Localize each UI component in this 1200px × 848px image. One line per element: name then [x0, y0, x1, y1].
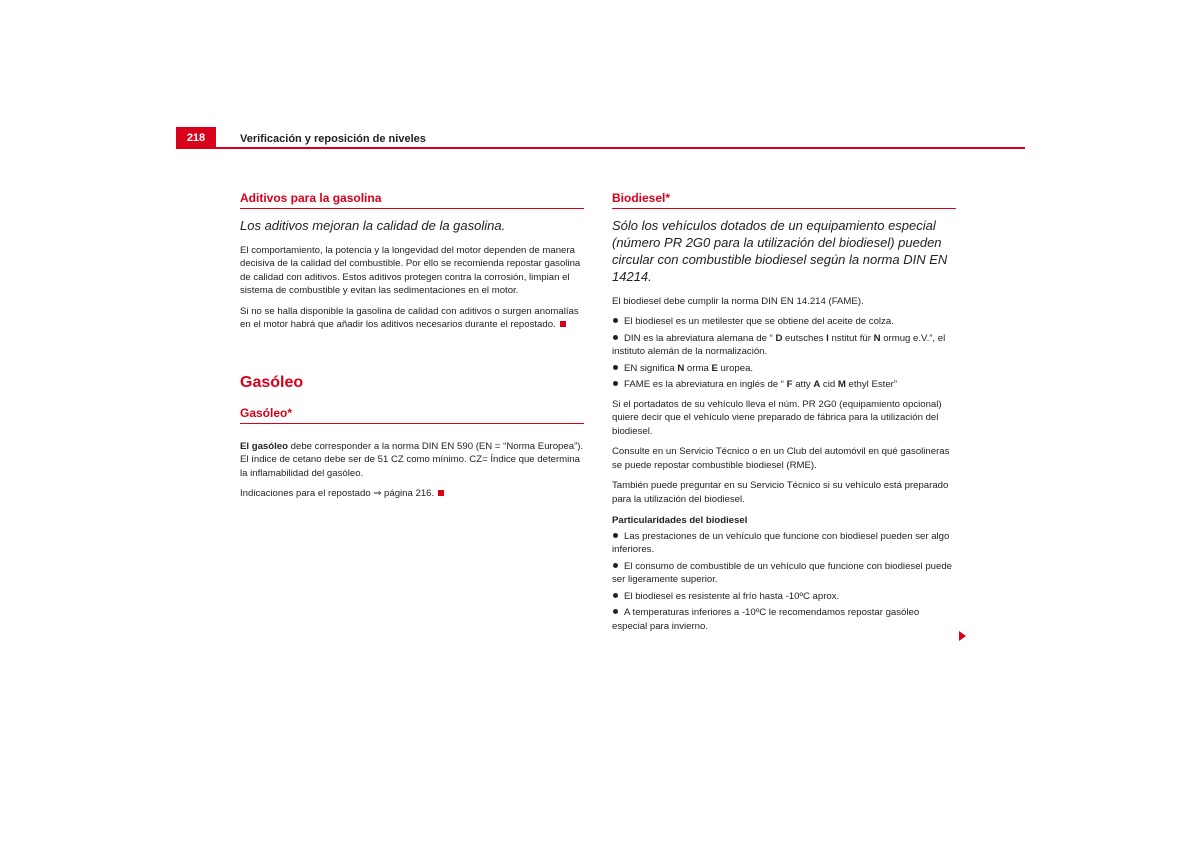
list-item-text: El consumo de combustible de un vehículo que funcione con biodiesel puede ser ligeramente superior. — [612, 560, 953, 585]
bold-letter: D — [775, 332, 783, 344]
bold-letter: M — [837, 379, 846, 390]
list-item — [612, 315, 956, 329]
bullet-icon — [613, 318, 618, 323]
bold-letter: F — [786, 379, 793, 390]
bullet-icon — [613, 593, 618, 598]
header-rule — [176, 147, 1025, 149]
list-item-text: El biodiesel es un metilester que se obtiene del aceite de colza. — [624, 316, 894, 327]
paragraph: El comportamiento, la potencia y la longevidad del motor dependen de manera decisiva de la calidad del combustible. Por ello se recomienda repostar gasolina de calidad con aditivos. Estos aditivos protegen contra la corrosión, limpian el sistema de combustible y evitan las sedimentaciones en el motor. — [240, 244, 581, 296]
list-item — [612, 590, 956, 604]
paragraph: También puede preguntar en su Servicio Técnico si su vehículo está preparado para la utilización del biodiesel. — [612, 480, 949, 505]
left-column — [240, 192, 584, 508]
section-heading-aditivos: Aditivos para la gasolina — [240, 192, 584, 209]
list-item — [612, 332, 956, 359]
list-item-text: A temperaturas inferiores a -10ºC le recomendamos repostar gasóleo especial para invierno. — [612, 607, 920, 632]
list-item-text: orma — [684, 362, 712, 374]
bullet-icon — [613, 365, 618, 370]
list-item-text: ethyl Ester” — [845, 379, 898, 390]
bullet-icon — [613, 609, 618, 614]
paragraph: Consulte en un Servicio Técnico o en un Club del automóvil en qué gasolineras se puede repostar combustible biodiesel (RME). — [612, 446, 950, 471]
paragraph-text: Si no se halla disponible la gasolina de calidad con aditivos o surgen anomalías en el motor habrá que añadir los aditivos necesarios durante el repostado. — [240, 305, 579, 330]
list-item-text: FAME es la abreviatura en inglés de “ — [624, 379, 787, 390]
bullet-list — [612, 530, 956, 634]
paragraph — [240, 487, 584, 501]
bullet-icon — [613, 533, 618, 538]
bullet-list — [612, 315, 956, 392]
list-item-text: Las prestaciones de un vehículo que funcione con biodiesel pueden ser algo inferiores. — [612, 530, 950, 555]
list-item — [612, 606, 956, 633]
bold-letter: I — [826, 332, 829, 344]
bullet-icon — [613, 563, 618, 568]
next-page-arrow-icon — [959, 631, 966, 641]
list-item-text: ormug e.V.”, el instituto alemán de la normalización. — [612, 332, 946, 357]
list-item — [612, 362, 956, 376]
paragraph-text: debe corresponder a la norma DIN EN 590 (EN = “Norma Europea”). El índice de cetano debe ser de 51 CZ como mínimo. CZ= Índice que determina la inflamabilidad del gasóleo. — [240, 440, 584, 479]
bold-letter: N — [677, 362, 685, 374]
list-item-text: nstitut für — [828, 332, 874, 344]
list-item-text: EN significa — [624, 362, 678, 374]
right-column — [612, 192, 956, 639]
paragraph — [240, 440, 584, 481]
end-mark-icon — [560, 321, 566, 327]
list-item-text: uropea. — [717, 362, 754, 374]
list-item-text: eutsches — [782, 332, 827, 344]
chapter-title: Verificación y reposición de niveles — [240, 133, 426, 145]
bullet-icon — [613, 381, 618, 386]
list-item — [612, 530, 956, 557]
bold-letter: E — [711, 362, 718, 374]
section-heading-biodiesel: Biodiesel* — [612, 192, 956, 209]
list-item — [612, 560, 956, 587]
paragraph: Si el portadatos de su vehículo lleva el núm. PR 2G0 (equipamiento opcional) quiere decir que el vehículo viene preparado de fábrica para la utilización del biodiesel. — [612, 398, 942, 437]
list-item-text: atty — [792, 379, 814, 390]
list-item-text: cid — [820, 379, 838, 390]
list-item-text: El biodiesel es resistente al frío hasta -10ºC aprox. — [624, 590, 840, 602]
intro-aditivos: Los aditivos mejoran la calidad de la gasolina. — [240, 217, 506, 233]
intro-biodiesel: Sólo los vehículos dotados de un equipamiento especial (número PR 2G0 para la utilización del biodiesel) pueden circular con combustible biodiesel según la norma DIN EN 14214. — [612, 217, 948, 284]
list-item — [612, 378, 956, 392]
bold-letter: A — [813, 379, 821, 390]
page-number: 218 — [176, 127, 216, 148]
end-mark-icon — [438, 490, 444, 496]
bullet-icon — [613, 335, 618, 340]
paragraph-text: Indicaciones para el repostado ⇒ página 216. — [240, 488, 435, 499]
section-heading-gasoleo: Gasóleo* — [240, 407, 584, 424]
list-item-text: DIN es la abreviatura alemana de “ — [624, 332, 776, 344]
bold-term: El gasóleo — [240, 440, 288, 452]
chapter-heading-gasoleo: Gasóleo — [240, 373, 304, 391]
subheading: Particularidades del biodiesel — [612, 515, 748, 526]
paragraph — [240, 305, 584, 332]
bold-letter: N — [873, 332, 881, 344]
paragraph: El biodiesel debe cumplir la norma DIN EN 14.214 (FAME). — [612, 295, 864, 307]
